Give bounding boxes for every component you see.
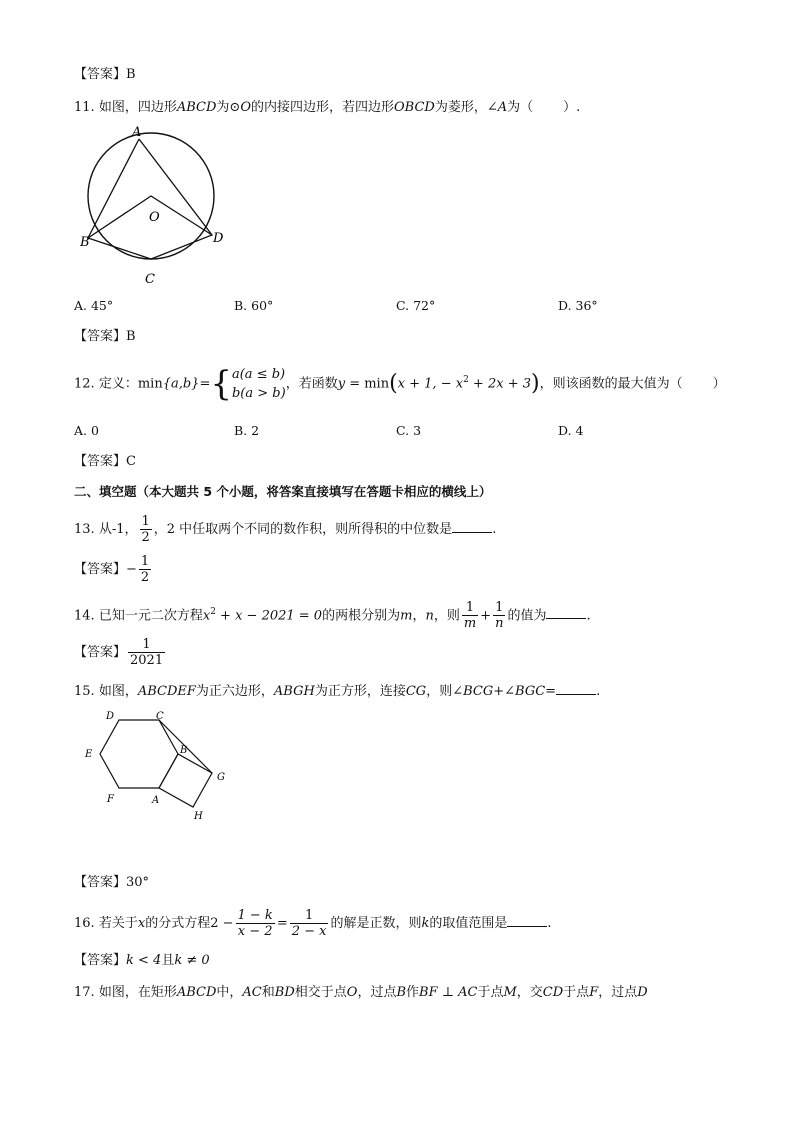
- text: 若关于: [98, 916, 138, 931]
- fraction: [140, 514, 152, 545]
- numerator: 1: [128, 637, 165, 653]
- math: =: [276, 916, 288, 931]
- label-d: D: [213, 231, 224, 246]
- text: 为正方形，连接: [314, 684, 406, 699]
- fraction: [493, 600, 505, 631]
- numerator: 1: [140, 554, 150, 569]
- text: 定义：min: [98, 376, 163, 392]
- math: + x − 2021 = 0: [215, 608, 323, 624]
- question-number: 15.: [74, 684, 95, 699]
- math: AC: [242, 985, 262, 1000]
- denominator: 2 − x: [291, 924, 327, 939]
- question-number: 17.: [74, 985, 95, 1000]
- text: .: [547, 916, 552, 931]
- piecewise: [232, 365, 286, 403]
- answer-value: B: [126, 67, 136, 82]
- answer-line-11: [74, 328, 136, 346]
- math: = min: [345, 376, 390, 392]
- question-14-stem: [74, 593, 591, 635]
- question-number: 13.: [74, 522, 95, 537]
- question-number: 11.: [74, 100, 95, 115]
- math: x: [137, 916, 146, 931]
- label-b: B: [180, 745, 188, 756]
- math: =: [199, 376, 211, 392]
- question-number: 14.: [74, 608, 95, 624]
- option-d: D. 4: [558, 423, 584, 438]
- text: 且: [161, 953, 175, 968]
- hexagon-abcdef: [100, 720, 178, 788]
- text: .: [596, 684, 601, 699]
- math: B: [396, 985, 407, 1000]
- text: .: [492, 522, 497, 537]
- math: 2: [463, 375, 469, 385]
- text: ，交: [516, 985, 543, 1000]
- answer-value: 30°: [126, 875, 150, 890]
- math: {a,b}: [162, 376, 200, 392]
- text: 如图，: [98, 684, 138, 699]
- label-b: B: [80, 235, 90, 250]
- text: ，2 中任取两个不同的数作积，则所得积的中位数是: [153, 522, 453, 537]
- answer-blank: [452, 519, 492, 533]
- math: BD: [274, 985, 295, 1000]
- answer-blank: [556, 681, 596, 695]
- answer-tag: 【答案】: [74, 953, 127, 968]
- question-15-stem: [74, 681, 600, 701]
- answer-blank: [507, 913, 547, 927]
- text: ，: [412, 608, 426, 624]
- answer-value: C: [126, 454, 136, 469]
- math: m: [400, 608, 413, 624]
- denominator: m: [463, 616, 477, 632]
- math: ABCDEF: [137, 684, 196, 699]
- math: 2: [210, 607, 216, 617]
- text: 的值为: [507, 608, 547, 624]
- label-a: A: [132, 125, 142, 140]
- text: ，过点: [357, 985, 397, 1000]
- math: BGC: [515, 684, 546, 699]
- math: k: [421, 916, 430, 931]
- denominator: 2: [140, 570, 150, 585]
- numerator: 1 − k: [237, 908, 273, 923]
- section-heading: 二、填空题（本大题共 5 个小题，将答案直接填写在答题卡相应的横线上）: [74, 484, 492, 499]
- math: M: [503, 985, 517, 1000]
- text: 的内接四边形，若四边形: [250, 100, 394, 115]
- option-b: B. 60°: [234, 298, 274, 313]
- numerator: 1: [493, 600, 505, 616]
- label-a: A: [152, 795, 160, 806]
- text: 作: [406, 985, 420, 1000]
- text: 的解是正数，则: [330, 916, 422, 931]
- text: 已知一元二次方程: [98, 608, 203, 624]
- text: ）: [712, 376, 726, 392]
- label-e: E: [85, 749, 93, 760]
- math: ABGH: [273, 684, 315, 699]
- answer-line-13: [74, 551, 153, 589]
- text: 为正六边形，: [195, 684, 274, 699]
- question-number: 16.: [74, 916, 95, 931]
- math: n: [425, 608, 434, 624]
- numerator: 1: [290, 908, 329, 924]
- answer-line-12: [74, 453, 136, 471]
- math: O: [240, 100, 251, 115]
- question-17-stem: [74, 984, 648, 1002]
- math: k < 4: [126, 953, 162, 968]
- text: ，若函数: [285, 376, 338, 392]
- text: ，则该函数的最大值为（: [539, 376, 683, 392]
- option-a: A. 45°: [74, 298, 114, 313]
- case-1: a(a ≤ b): [231, 366, 286, 382]
- math: +: [480, 608, 492, 624]
- math: −: [126, 562, 137, 577]
- math: BCG: [463, 684, 494, 699]
- text: +∠: [493, 684, 516, 699]
- answer-tag: 【答案】: [74, 454, 127, 469]
- answer-tag: 【答案】: [74, 875, 127, 890]
- math: 2 −: [210, 916, 234, 931]
- numerator: 1: [462, 600, 478, 616]
- case-2: b(a > b): [231, 385, 286, 401]
- text: 为菱形，∠: [434, 100, 498, 115]
- math: F: [589, 985, 599, 1000]
- label-g: G: [217, 772, 225, 783]
- math: x: [202, 608, 211, 624]
- question-number: 12.: [74, 376, 95, 392]
- option-c: C. 72°: [396, 298, 436, 313]
- text: 和: [261, 985, 275, 1000]
- text: ，则: [433, 608, 460, 624]
- text: 相交于点: [294, 985, 347, 1000]
- text: ）.: [563, 100, 581, 115]
- math: k ≠ 0: [174, 953, 210, 968]
- math: ABCD: [176, 100, 217, 115]
- question-16-stem: [74, 904, 552, 944]
- fraction: [290, 908, 329, 939]
- math: x + 1, − x: [397, 376, 464, 392]
- math: CG: [405, 684, 427, 699]
- denominator: 2: [141, 530, 150, 545]
- math: y: [337, 376, 346, 392]
- text: 中，: [216, 985, 243, 1000]
- fraction: [139, 554, 151, 585]
- fraction: [128, 637, 165, 668]
- fraction: [236, 908, 275, 939]
- text: 的取值范围是: [429, 916, 508, 931]
- answer-line-14: [74, 634, 167, 672]
- option-c: C. 3: [396, 423, 422, 438]
- text: 的两根分别为: [322, 608, 401, 624]
- figure-hexagon-square: [80, 706, 240, 826]
- answer-tag: 【答案】: [74, 329, 127, 344]
- label-f: F: [107, 794, 114, 805]
- text: 从-1，: [98, 522, 138, 537]
- fraction: [462, 600, 478, 631]
- text: .: [586, 608, 591, 624]
- text: 于点: [563, 985, 590, 1000]
- text: ，过点: [598, 985, 638, 1000]
- figure-circle-quadrilateral: [78, 122, 238, 292]
- label-o: O: [149, 210, 160, 225]
- text: 为⊙: [216, 100, 241, 115]
- label-c: C: [145, 272, 155, 287]
- answer-tag: 【答案】: [74, 645, 127, 660]
- denominator: x − 2: [237, 924, 273, 939]
- answer-line-16: [74, 952, 210, 970]
- math: OBCD: [394, 100, 435, 115]
- text: 如图，在矩形: [98, 985, 177, 1000]
- math: ABCD: [176, 985, 217, 1000]
- option-d: D. 36°: [558, 298, 598, 313]
- question-12-stem: 12. 定义：min{a,b}={ a(a ≤ b) b(a > b) ，若函数y = min(x + 1, − $x^2 + 2x + 3$)，则该函数的最大值为（ ）: [74, 363, 726, 404]
- question-11-stem: [74, 99, 580, 117]
- answer-tag: 【答案】: [74, 562, 127, 577]
- numerator: 1: [141, 514, 150, 529]
- math: + 2x + 3: [468, 376, 531, 392]
- option-b: B. 2: [234, 423, 260, 438]
- question-13-stem: [74, 511, 496, 549]
- label-c: C: [156, 711, 164, 722]
- text: 的分式方程: [145, 916, 211, 931]
- math: A: [497, 100, 508, 115]
- text: 为（: [507, 100, 534, 115]
- answer-tag: 【答案】: [74, 67, 127, 82]
- denominator: 2021: [130, 653, 164, 668]
- text: =: [545, 684, 557, 699]
- math: D: [637, 985, 648, 1000]
- math: BF ⊥ AC: [419, 985, 478, 1000]
- answer-line-15: [74, 874, 149, 892]
- label-d: D: [106, 711, 115, 722]
- option-a: A. 0: [74, 423, 99, 438]
- answer-value: B: [126, 329, 136, 344]
- square-abgh: [159, 754, 212, 807]
- denominator: n: [495, 616, 504, 632]
- text: ，则∠: [426, 684, 464, 699]
- text: 如图，四边形: [98, 100, 177, 115]
- text: 于点: [477, 985, 504, 1000]
- math: CD: [542, 985, 564, 1000]
- answer-line-10: [74, 66, 136, 84]
- label-h: H: [194, 811, 203, 822]
- math: O: [346, 985, 358, 1000]
- answer-blank: [546, 605, 586, 619]
